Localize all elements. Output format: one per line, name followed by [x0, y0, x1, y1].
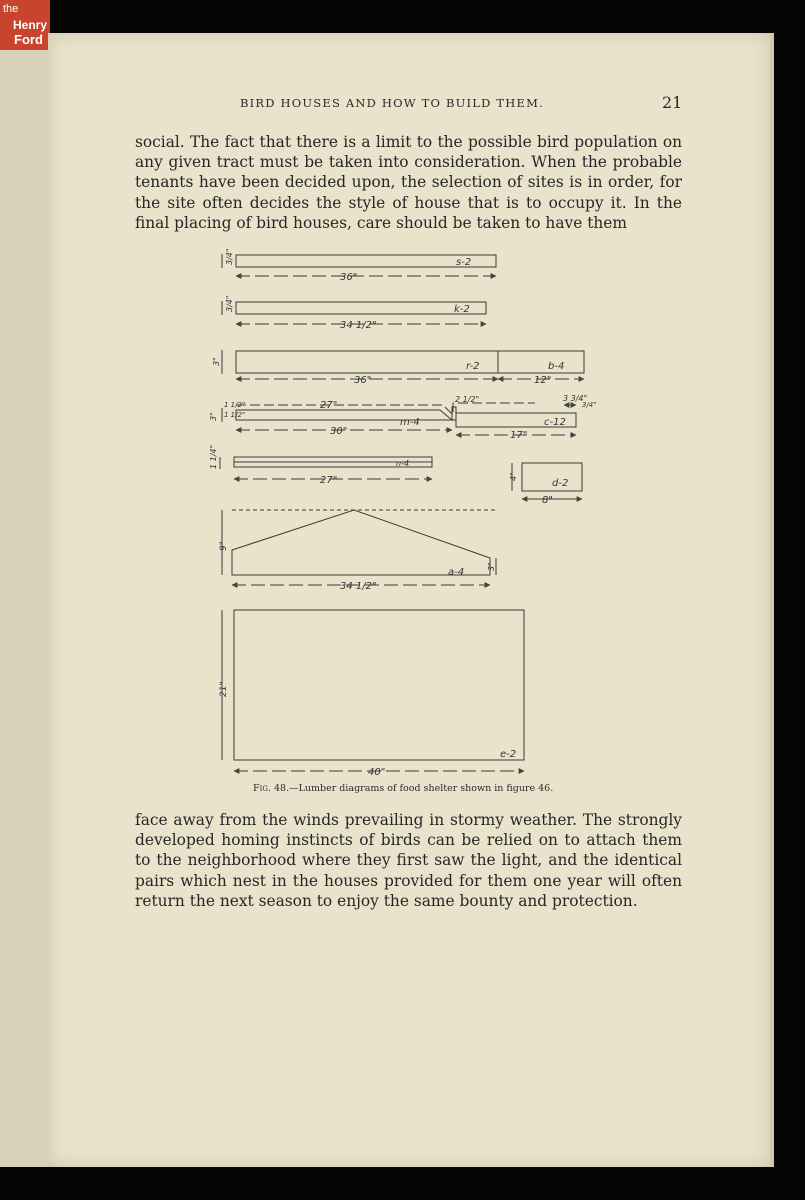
- label-r-height: 3": [212, 357, 221, 366]
- label-k: k-2: [454, 304, 470, 315]
- running-title: BIRD HOUSES AND HOW TO BUILD THEM.: [240, 96, 544, 110]
- caption-text: —Lumber diagrams of food shelter shown in figure 46.: [289, 783, 554, 794]
- label-a-height: 9": [219, 541, 229, 551]
- label-m-length1: 27": [320, 400, 338, 411]
- henry-ford-logo: [0, 0, 50, 50]
- logo-text-henry: Henry: [13, 18, 48, 32]
- paragraph-bottom: face away from the winds prevailing in stormy weather. The strongly developed homing instincts of birds can be relied on to attach them to the neighborhood where they first saw the light, and the identical pairs which nest in the houses provided for them one year will often return the next season to enjoy the same bounty and protection.: [135, 811, 682, 910]
- page-number: 21: [662, 93, 683, 112]
- label-e-length: 40": [368, 767, 386, 778]
- label-e-height: 21": [219, 681, 229, 697]
- label-b-length: 12": [534, 375, 552, 386]
- label-r: r-2: [466, 361, 480, 372]
- label-n-height: 1 1/4": [209, 444, 218, 469]
- label-s: s-2: [456, 257, 472, 268]
- board-m: [236, 407, 456, 420]
- board-e: [234, 610, 524, 760]
- board-k: [236, 302, 486, 314]
- lumber-diagram-figure: [200, 245, 620, 785]
- label-r-length: 36": [354, 375, 372, 386]
- paragraph-top: social. The fact that there is a limit to the possible bird population on any given tract must be taken into consideration. When the probable tenants have been decided upon, the selection of sites is in order, for the site often decides the style of house that is to occupy it. In the final placing of bird houses, care should be taken to have them: [135, 133, 682, 232]
- label-m-h1: 1 1/2": [224, 401, 246, 409]
- binding-edge: [0, 50, 48, 1167]
- label-m-h2: 1 1/2": [224, 411, 246, 419]
- label-a-length: 34 1/2": [340, 581, 377, 592]
- label-c: c-12: [544, 417, 566, 428]
- label-s-width: 3/4": [225, 248, 234, 265]
- label-d: d-2: [552, 478, 569, 489]
- label-m: m-4: [400, 417, 420, 428]
- figure-caption: [253, 783, 553, 794]
- label-m-notch: 2 1/2": [455, 395, 480, 404]
- label-b: b-4: [548, 361, 565, 372]
- label-m-h3: 3": [209, 412, 218, 421]
- label-e: e-2: [500, 749, 517, 760]
- logo-text-the: the: [3, 3, 19, 15]
- label-s-length: 36": [340, 272, 358, 283]
- label-k-width: 3/4": [225, 295, 234, 312]
- label-c-thickness: 3/4": [582, 401, 597, 409]
- label-c-width: 3 3/4": [563, 394, 588, 403]
- label-d-height: 4": [509, 472, 518, 481]
- label-d-length: 8": [542, 495, 553, 506]
- board-r: [236, 351, 498, 373]
- label-a: a-4: [448, 567, 465, 578]
- label-n-length: 27": [320, 475, 338, 486]
- label-a-end: 3": [487, 562, 496, 571]
- caption-label: Fig. 48.: [253, 783, 290, 794]
- label-n: n-4: [396, 459, 410, 468]
- board-b: [498, 351, 584, 373]
- label-k-length: 34 1/2": [340, 320, 377, 331]
- board-a: [232, 510, 490, 575]
- logo-text-ford: Ford: [14, 32, 43, 47]
- label-c-length: 17": [510, 430, 528, 441]
- label-m-length2: 30": [330, 426, 348, 437]
- page-edge: [770, 33, 774, 1167]
